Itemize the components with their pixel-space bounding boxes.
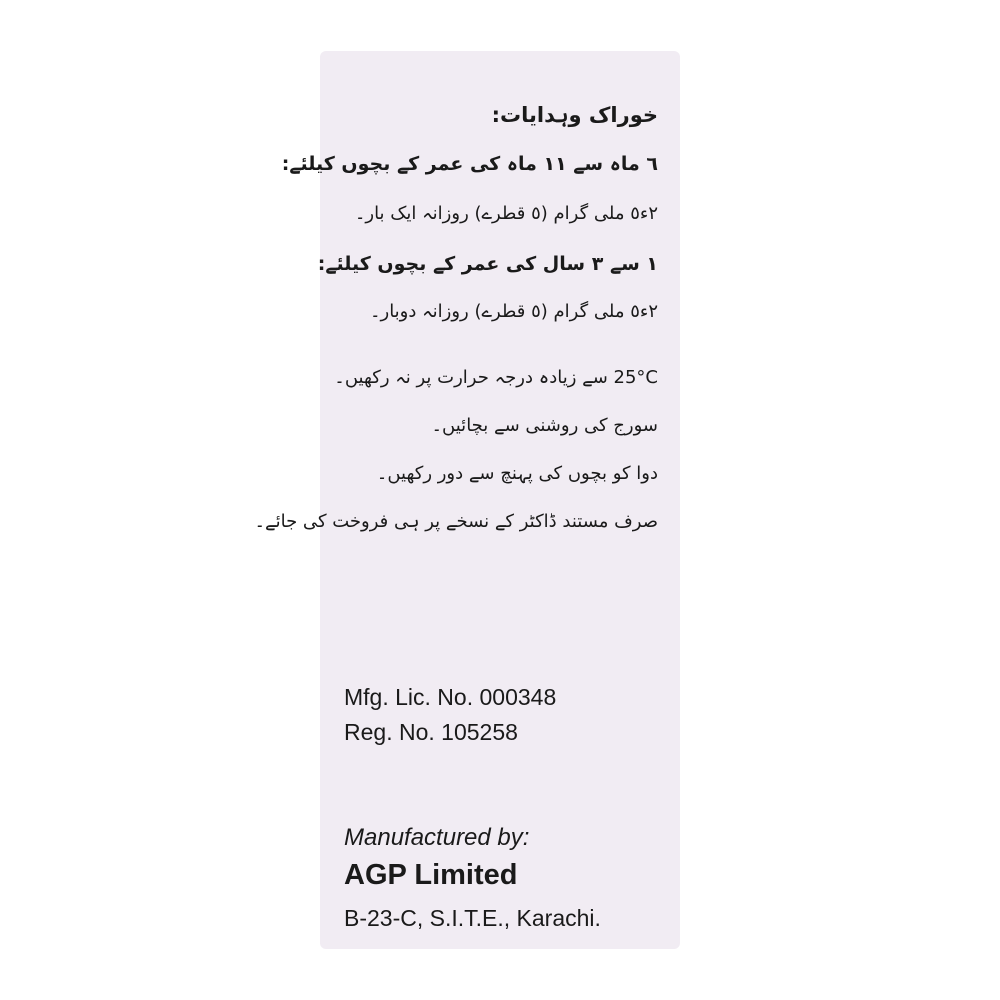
storage-temperature: 25°C سے زیادہ درجہ حرارت پر نہ رکھیں۔ <box>334 367 658 388</box>
manufacturer-address: B-23-C, S.I.T.E., Karachi. <box>344 905 601 931</box>
storage-sunlight: سورج کی روشنی سے بچائیں۔ <box>431 415 658 436</box>
manufacturer-name: AGP Limited <box>344 859 518 891</box>
dosage-group2-dose: ٢ء٥ ملی گرام (٥ قطرے) روزانہ دوبار۔ <box>369 301 658 322</box>
registration-number: Reg. No. 105258 <box>344 719 518 745</box>
dosage-heading: خوراک وہدایات: <box>491 103 658 127</box>
dosage-group2-title: ١ سے ٣ سال کی عمر کے بچوں کیلئے: <box>317 253 658 275</box>
storage-prescription: صرف مستند ڈاکٹر کے نسخے پر ہی فروخت کی جائے۔ <box>254 511 658 532</box>
mfg-license-number: Mfg. Lic. No. 000348 <box>344 684 557 710</box>
storage-children: دوا کو بچوں کی پہنچ سے دور رکھیں۔ <box>376 463 658 484</box>
dosage-group1-dose: ٢ء٥ ملی گرام (٥ قطرے) روزانہ ایک بار۔ <box>354 203 658 224</box>
manufactured-by-label: Manufactured by: <box>344 824 530 851</box>
dosage-group1-title: ٦ ماہ سے ١١ ماہ کی عمر کے بچوں کیلئے: <box>281 153 658 175</box>
product-label-panel <box>254 51 680 949</box>
